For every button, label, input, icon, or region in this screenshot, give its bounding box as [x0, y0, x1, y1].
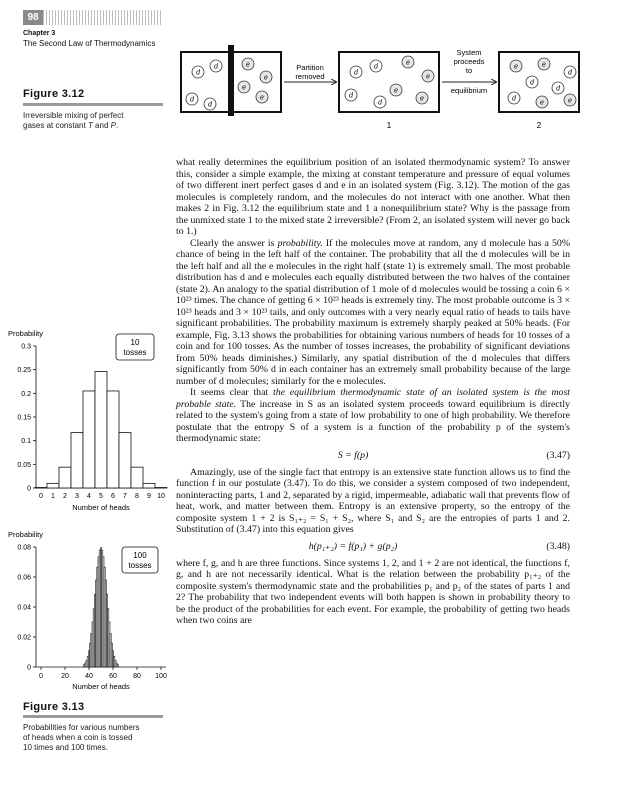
header-rule [43, 10, 163, 25]
figure-3-13-rule [23, 715, 163, 718]
paragraph-4: Amazingly, use of the single fact that entropy is an extensive state function allows us to find the function f in our postulate (3.47). To do this, we consider a system composed of two independent, noninteracting parts, 1 and 2, separated by a rigid, impermeable, adiabatic wall that prevents flow of heat, work, and matter between them. Entropy is an extensive property, so the entropy of the composite system 1 + 2 is S₁₊₂ = S₁ + S₂, where S₁ and S₂ are the entropies of parts 1 and 2. Substitution of (3.47) into this equation gives [176, 466, 570, 535]
molecule-e-label: e [542, 61, 546, 69]
y-tick-label: 0.15 [17, 414, 31, 422]
xlabel: Number of heads [72, 682, 130, 691]
x-tick-label: 20 [61, 673, 69, 680]
annotation-line1: 100 [133, 551, 147, 560]
bar [47, 483, 59, 488]
ylabel: Probability [8, 329, 44, 338]
annotation-line1: 10 [130, 338, 140, 347]
arrow2-label-line3: to [465, 66, 473, 75]
bar [59, 467, 71, 488]
body-text [176, 157, 570, 627]
x-tick-label: 9 [147, 493, 151, 500]
partition-wall [228, 45, 234, 116]
molecules-state-2 [508, 58, 576, 108]
figure-3-12-caption: Irreversible mixing of perfect gases at constant T and P. [23, 111, 124, 130]
ylabel: Probability [8, 530, 44, 539]
y-tick-label: 0.02 [17, 634, 31, 642]
molecule-d-label: d [349, 92, 353, 100]
paragraph-2: Clearly the answer is probability. If the molecules move at random, any d molecule has a 50% chance of being in the left half of the container. The probability that all the d molecules will be in the left half and all the e molecules in the right half (state 1) is extremely small. The most probable distribution has d and e molecules each equally distributed between the two halves of the container (state 2). An analogy to the spatial distribution of 1 mole of d molecules would be tossing a coin 6 × 10²³ times. The chance of getting 6 × 10²³ heads is extremely tiny. The most probable outcome is 3 × 10²³ heads and 3 × 10²³ tails, and only outcomes with a very nearly equal ratio of heads to tails have significant probabilities. The probability maximum is extremely sharply peaked at 50% heads. (For example, Fig. 3.13 shows the probabilities for obtaining various numbers of heads for 10 tosses of a coin and for 100 tosses. As the number of tosses increases, the probability of significant deviations from 50% heads diminishes.) Similarly, any spatial distribution of the d molecules that differs significantly from 50% d in each container has an extremely small probability because of the large number of d molecules; similarly for the e molecules. [176, 237, 570, 387]
molecule-d-label: d [556, 85, 560, 93]
molecule-d-label: d [190, 96, 194, 104]
y-tick-label: 0.04 [17, 604, 31, 612]
bar [107, 391, 119, 488]
x-tick-label: 7 [123, 493, 127, 500]
arrow1-label-line1: Partition [296, 63, 324, 72]
molecule-e-label: e [420, 95, 424, 103]
molecule-e-label: e [568, 97, 572, 105]
molecule-d-label: d [568, 69, 572, 77]
paragraph-3: It seems clear that the equilibrium thermodynamic state of an isolated system is the most probable state. The increase in S as an isolated system proceeds toward equilibrium is directly related to the system's going from a state of low probability to one of high probability. We therefore postulate that the entropy S of a system is a function of the probability p of the system's thermodynamic state: [176, 387, 570, 444]
arrow2-label-line2: proceeds [453, 57, 485, 66]
bar [119, 433, 131, 488]
molecule-e-label: e [242, 84, 246, 92]
y-tick-label: 0.3 [21, 343, 31, 351]
paragraph-1: what really determines the equilibrium position of an isolated thermodynamic system? To answer this, consider a simple example, the mixing at constant temperature and pressure of equal volumes of two different inert perfect gases d and e in an isolated system (Fig. 3.12). The motion of the gas molecules is completely random, and the molecules do not interact with one another. What then makes 2 in Fig. 3.12 the equilibrium state and 1 a nonequilibrium state? Why is the passage from the unmixed state 1 to the mixed state 2 irreversible? (From 2, an isolated system will never go back to 1.) [176, 157, 570, 237]
x-tick-label: 6 [111, 493, 115, 500]
y-tick-label: 0.06 [17, 574, 31, 582]
arrow1-label-line2: removed [295, 72, 325, 81]
molecule-d-label: d [378, 99, 382, 107]
y-tick-label: 0.25 [17, 367, 31, 375]
bar [131, 467, 143, 488]
arrow2-label-line1: System [456, 48, 482, 57]
molecule-d-label: d [512, 95, 516, 103]
molecule-e-label: e [514, 63, 518, 71]
y-tick-label: 0.2 [21, 390, 31, 398]
molecule-d-label: d [530, 79, 534, 87]
x-tick-label: 0 [39, 673, 43, 680]
figure-3-12-rule [23, 103, 163, 106]
molecule-e-label: e [264, 74, 268, 82]
molecules-state-1 [345, 56, 434, 108]
molecule-d-label: d [354, 69, 358, 77]
state-1-label: 1 [386, 121, 392, 130]
molecule-d-label: d [214, 63, 218, 71]
paragraph-5: where f, g, and h are three functions. Since systems 1, 2, and 1 + 2 are not identical, the functions f, g, and h are not necessarily identical. What is the relation between the probability p₁₊₂ of the composite system's thermodynamic state and the probabilities p₁ and p₂ of the states of parts 1 and 2? The probability that two independent events will both happen is shown in probability theory to be the product of the probabilities for each event. For example, the probability of getting two heads when two coins are [176, 557, 570, 626]
annotation-line2: tosses [123, 348, 147, 357]
x-tick-label: 5 [99, 493, 103, 500]
x-tick-label: 0 [39, 493, 43, 500]
molecule-e-label: e [260, 94, 264, 102]
molecule-d-label: d [208, 101, 212, 109]
x-tick-label: 1 [51, 493, 55, 500]
x-tick-label: 100 [155, 673, 167, 680]
y-tick-label: 0 [27, 664, 31, 672]
bar [143, 483, 155, 488]
page-number: 98 [23, 10, 43, 25]
figure-3-13-caption: Probabilities for various numbers of heads when a coin is tossed 10 times and 100 times. [23, 723, 140, 752]
x-tick-label: 40 [85, 673, 93, 680]
state-2-label: 2 [536, 121, 542, 130]
molecule-d-label: d [374, 63, 378, 71]
molecule-e-label: e [426, 73, 430, 81]
molecule-e-label: e [246, 61, 250, 69]
y-tick-label: 0.08 [17, 544, 31, 552]
figure-3-12-label: Figure 3.12 [23, 88, 85, 100]
molecule-d-label: d [196, 69, 200, 77]
bar [71, 433, 83, 488]
x-tick-label: 60 [109, 673, 117, 680]
molecule-e-label: e [406, 59, 410, 67]
x-tick-label: 2 [63, 493, 67, 500]
y-tick-label: 0.05 [17, 461, 31, 469]
x-tick-label: 3 [75, 493, 79, 500]
arrow2-label-line4: equilibrium [450, 86, 488, 95]
figure-3-13-label: Figure 3.13 [23, 701, 85, 713]
y-tick-label: 0 [27, 485, 31, 493]
chapter-label: Chapter 3 [23, 30, 56, 37]
equation-3-47: S = f(p) (3.47) [337, 449, 570, 461]
chapter-title: The Second Law of Thermodynamics [23, 39, 156, 48]
molecule-e-label: e [394, 87, 398, 95]
xlabel: Number of heads [72, 503, 130, 512]
bar [117, 665, 118, 667]
bar [83, 391, 95, 488]
x-tick-label: 4 [87, 493, 91, 500]
x-tick-label: 80 [133, 673, 141, 680]
y-tick-label: 0.1 [21, 438, 31, 446]
x-tick-label: 8 [135, 493, 139, 500]
bar [95, 372, 107, 488]
annotation-line2: tosses [128, 561, 152, 570]
x-tick-label: 10 [157, 493, 165, 500]
figure-3-12-diagram [176, 42, 586, 142]
chart-10-tosses [6, 326, 174, 516]
molecule-e-label: e [540, 99, 544, 107]
chart-100-tosses [6, 527, 174, 692]
equation-3-48: h(p₁₊₂) = f(p₁) + g(p₂) (3.48) [308, 540, 570, 552]
